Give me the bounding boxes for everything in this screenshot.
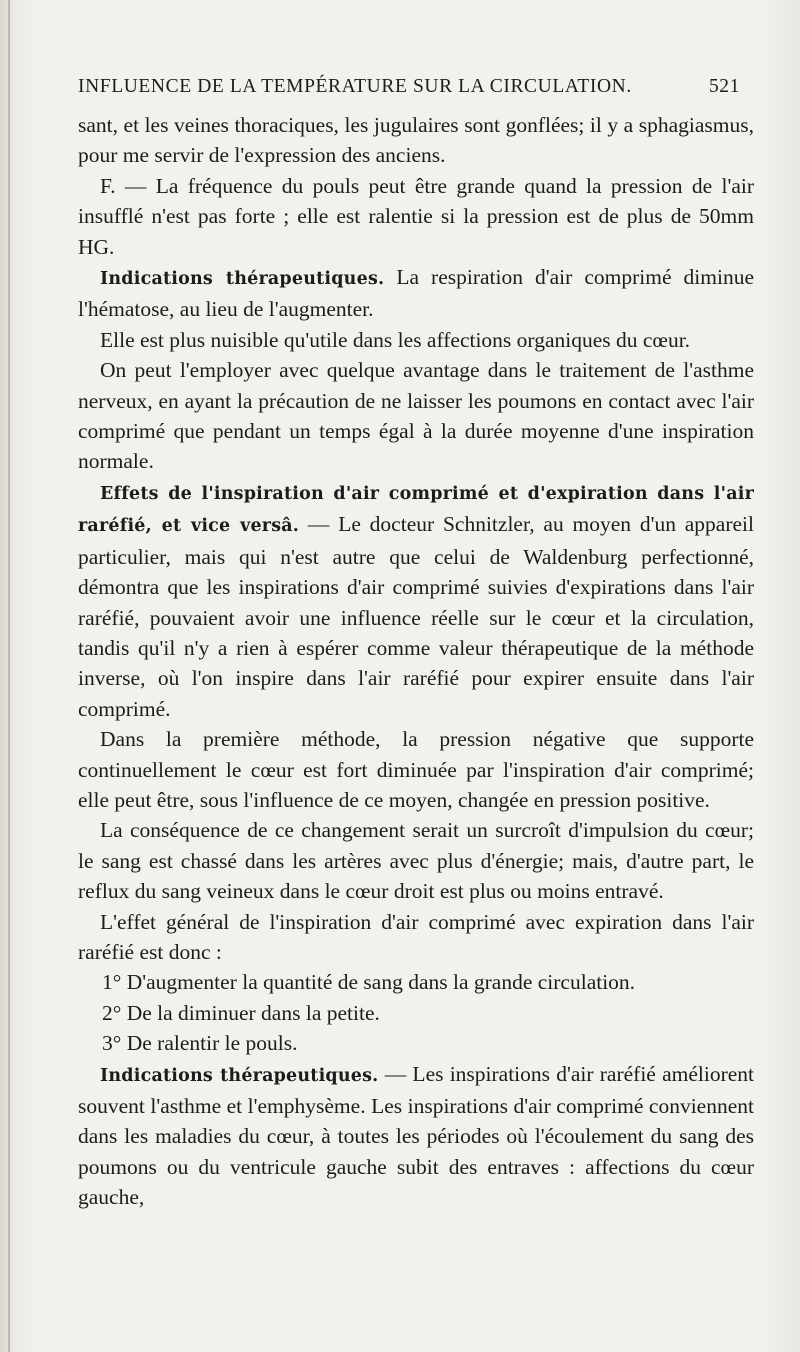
paragraph-10-text: — Les inspirations d'air raréfié améliorent souvent l'asthme et l'emphysème. Les inspirations d'air comprimé conviennent dans les maladies du cœur, à toutes les périodes où l'écoulement du sang des poumons ou du ventricule gauche subit des entraves : affections du cœur gauche, — [78, 1061, 755, 1210]
list-item-3: 3° De ralentir le pouls. — [102, 1031, 298, 1056]
paragraph-4: Elle est plus nuisible qu'utile dans les affections organiques du cœur. — [100, 327, 691, 352]
list-item-1: 1° D'augmenter la quantité de sang dans la grande circulation. — [102, 970, 636, 995]
page-number: 521 — [708, 76, 740, 97]
paragraph-5: On peut l'employer avec quelque avantage dans le traitement de l'asthme nerveux, en ayant la précaution de ne laisser les poumons en contact avec l'air comprimé que pendant un temps égal à la durée moyenne d'une inspiration normale. — [78, 358, 754, 474]
paragraph-3-text: La respiration d'air comprimé diminue l'hématose, au lieu de l'augmenter. — [78, 265, 755, 322]
paragraph-2: F. — La fréquence du pouls peut être grande quand la pression de l'air insufflé n'est pas forte ; elle est ralentie si la pression est de plus de 50mm HG. — [78, 173, 754, 259]
paragraph-6-text: — Le docteur Schnitzler, au moyen d'un appareil particulier, mais qui n'est autre que celui de Waldenburg perfectionné, démontra que les inspirations d'air comprimé suivies d'expirations dans l'air raréfié, pouvaient avoir une influence réelle sur le cœur et la circulation, tandis qu'il n'y a rien à espérer comme valeur thérapeutique de la méthode inverse, où l'on inspire dans l'air raréfié pour expirer ensuite dans l'air comprimé. — [78, 512, 754, 721]
paragraph-9: L'effet général de l'inspiration d'air comprimé avec expiration dans l'air raréfié est donc : — [78, 909, 754, 964]
paragraph-6 — [78, 477, 754, 724]
paragraph-7: Dans la première méthode, la pression négative que supporte continuellement le cœur est fort diminuée par l'inspiration d'air comprimé; elle peut être, sous l'influence de ce moyen, changée en pression positive. — [78, 727, 754, 812]
list-item-2: 2° De la diminuer dans la petite. — [102, 1000, 380, 1025]
paragraph-3 — [78, 262, 754, 325]
section-heading-indications: Indications thérapeutiques. — [100, 269, 385, 290]
paragraph-1: sant, et les veines thoraciques, les jugulaires sont gonflées; il y a sphagiasmus, pour me servir de l'expression des anciens. — [78, 113, 754, 168]
running-header — [78, 76, 740, 98]
body-text — [78, 110, 754, 1213]
running-title: INFLUENCE DE LA TEMPÉRATURE SUR LA CIRCULATION. — [78, 76, 632, 97]
page-edge — [8, 0, 10, 1352]
paragraph-10 — [78, 1059, 754, 1213]
paragraph-8: La conséquence de ce changement serait un surcroît d'impulsion du cœur; le sang est chassé dans les artères avec plus d'énergie; mais, d'autre part, le reflux du sang veineux dans le cœur droit est plus ou moins entravé. — [78, 818, 754, 904]
section-heading-indications-2: Indications thérapeutiques. — [100, 1065, 379, 1086]
section-heading-effets: Effets de l'inspiration d'air comprimé et d'expiration dans l'air raréfié, et vice versâ. — [78, 483, 754, 537]
